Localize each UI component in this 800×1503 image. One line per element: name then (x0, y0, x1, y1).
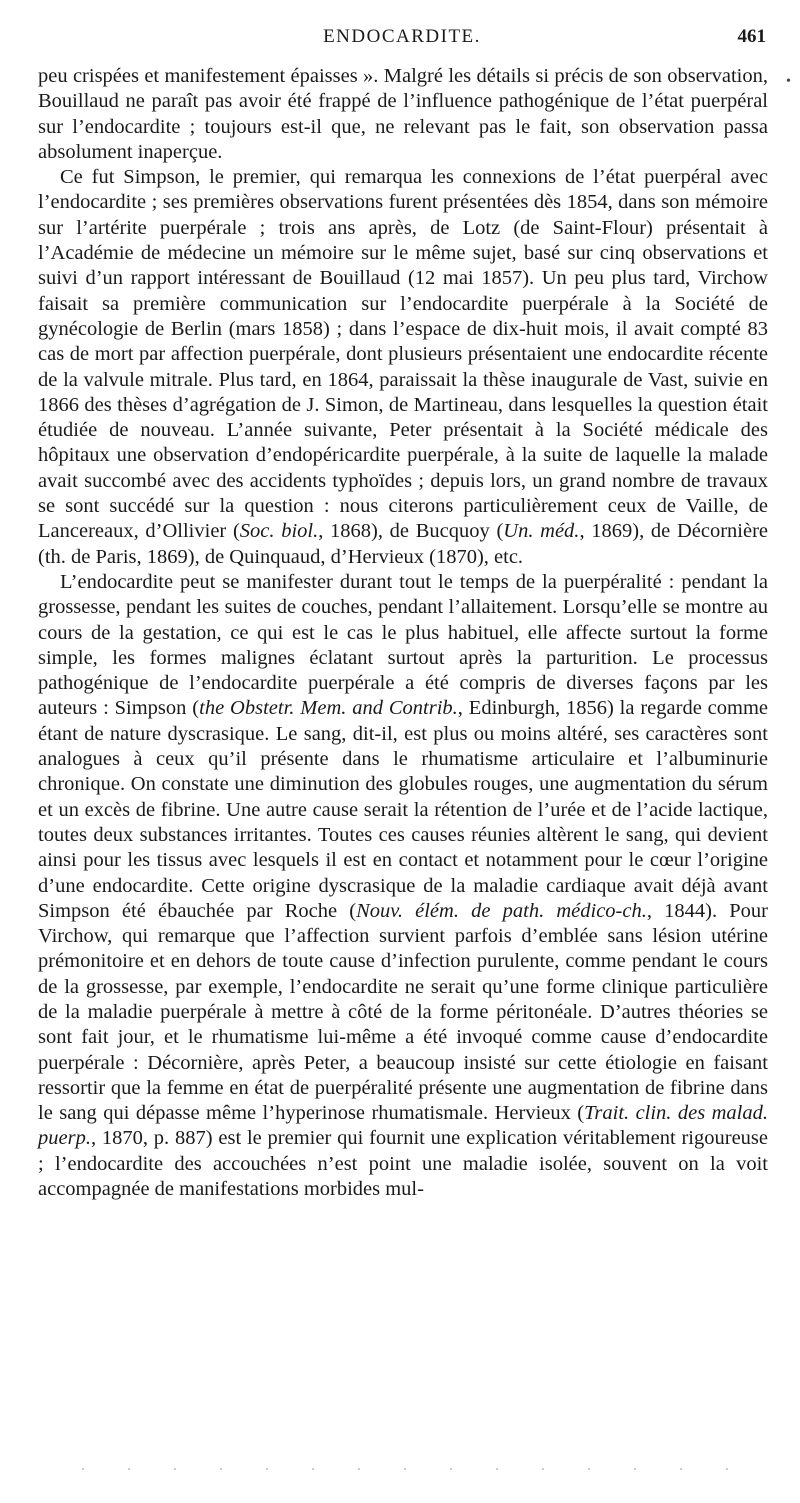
paragraph-3 (38, 570, 768, 1202)
page-number: 461 (737, 26, 766, 47)
text-run: Ce fut Simpson, le premier, qui remarqua les connexions de l’état puerpéral avec l’endocardite ; ses premières observations furent présentées dès 1854, dans son mémoire sur l’artérite puerpérale ; trois ans après, de Lotz (de Saint-Flour) présentait à l’Académie de médecine un mémoire sur le même sujet, basé sur cinq observations et suivi d’un rapport intéressant de Bouillaud (12 mai 1857). Un peu plus tard, Virchow faisait sa première communication sur l’endocardite puerpérale à la Société de gynécologie de Berlin (mars 1858) ; dans l’espace de dix-huit mois, il avait compté 83 cas de mort par affection puerpérale, dont plusieurs présentaient une endocardite récente de la valvule mitrale. Plus tard, en 1864, paraissait la thèse inaugurale de Vast, suivie en 1866 des thèses d’agrégation de J. Simon, de Martineau, dans lesquelles la question était étudiée de nouveau. L’année suivante, Peter présentait à la Société médicale des hôpitaux une observation d’endopéricardite puerpérale, à la suite de laquelle la malade avait succombé avec des accidents typhoïdes ; depuis lors, un grand nombre de travaux se sont succédé sur la question : nous citerons particulièrement ceux de Vaille, de Lancereaux, d’Ollivier ( (38, 166, 768, 543)
citation-italic: Soc. biol. (239, 520, 319, 543)
citation-italic: the Obstetr. Mem. and Contrib. (199, 697, 458, 720)
text-run: peu crispées et manifestement épaisses ». Malgré les détails si précis de son observation, Bouillaud ne paraît pas avoir été frappé de l’influence pathogénique de l’état puerpéral sur l’endocardite ; toujours est-il que, ne relevant pas le fait, son observation passa absolument inaperçue. (38, 65, 768, 163)
paragraph-2 (38, 165, 768, 570)
text-run: , Edinburgh, 1856) la regarde comme étant de nature dyscrasique. Le sang, dit-il, est plus ou moins altéré, ses caractères sont analogues à ceux qu’il présente dans le rhumatisme articulaire et l’albuminurie chronique. On constate une diminution des globules rouges, une augmentation du sérum et un excès de fibrine. Une autre cause serait la rétention de l’urée et de l’acide lactique, toutes deux substances irritantes. Toutes ces causes réunies altèrent le sang, qui devient ainsi pour les tissus avec lesquels il est en contact et notamment pour le cœur l’origine d’une endocardite. Cette origine dyscrasique de la maladie cardiaque avait déjà avant Simpson été ébauchée par Roche ( (38, 697, 768, 922)
text-run: , 1869), de Décornière (th. de Paris, 1869), de Quinquaud, d’Hervieux (1870), etc. (38, 520, 768, 568)
text-run: L’endocardite peut se manifester durant tout le temps de la puerpéralité : pendant la grossesse, pendant les suites de couches, pendant l’allaitement. Lorsqu’elle se montre au cours de la gestation, ce qui est le cas le plus habituel, elle affecte surtout la forme simple, les formes malignes éclatant surtout après la parturition. Le processus pathogénique de l’endocardite puerpérale a été compris de diverses façons par les auteurs : Simpson ( (38, 570, 768, 720)
text-run: , 1870, p. 887) est le premier qui fournit une explication véritablement rigoureuse ; l’endocardite des accouchées n’est point une maladie isolée, souvent on la voit accompagnée de manifestations morbides mul- (38, 1127, 768, 1201)
margin-speck: • (786, 74, 791, 89)
bottom-margin-marks (60, 1466, 740, 1472)
running-head-title: ENDOCARDITE. (323, 26, 481, 47)
citation-italic: Nouv. élém. de path. médico-ch. (356, 899, 647, 922)
text-run: , 1868), de Bucquoy ( (318, 520, 504, 543)
running-head (38, 26, 766, 56)
citation-italic: Un. méd. (503, 520, 580, 543)
paragraph-1 (38, 64, 768, 165)
text-run: , 1844). Pour Virchow, qui remarque que l’affection survient parfois d’emblée sans lésion utérine prémonitoire et en dehors de toute cause d’infection purulente, comme pendant le cours de la grossesse, par exemple, l’endocardite ne serait qu’une forme clinique particulière de la maladie puerpérale à mettre à côté de la forme péritonéale. D’autres théories se sont fait jour, et le rhumatisme lui-même a été invoqué comme cause d’endocardite puerpérale : Décornière, après Peter, a beaucoup insisté sur cette étiologie en faisant ressortir que la femme en état de puerpéralité présente une augmentation de fibrine dans le sang qui dépasse même l’hyperinose rhumatismale. Hervieux ( (38, 899, 768, 1125)
citation-italic: Trait. clin. des malad. puerp. (38, 1102, 768, 1150)
body-text (38, 64, 768, 1202)
